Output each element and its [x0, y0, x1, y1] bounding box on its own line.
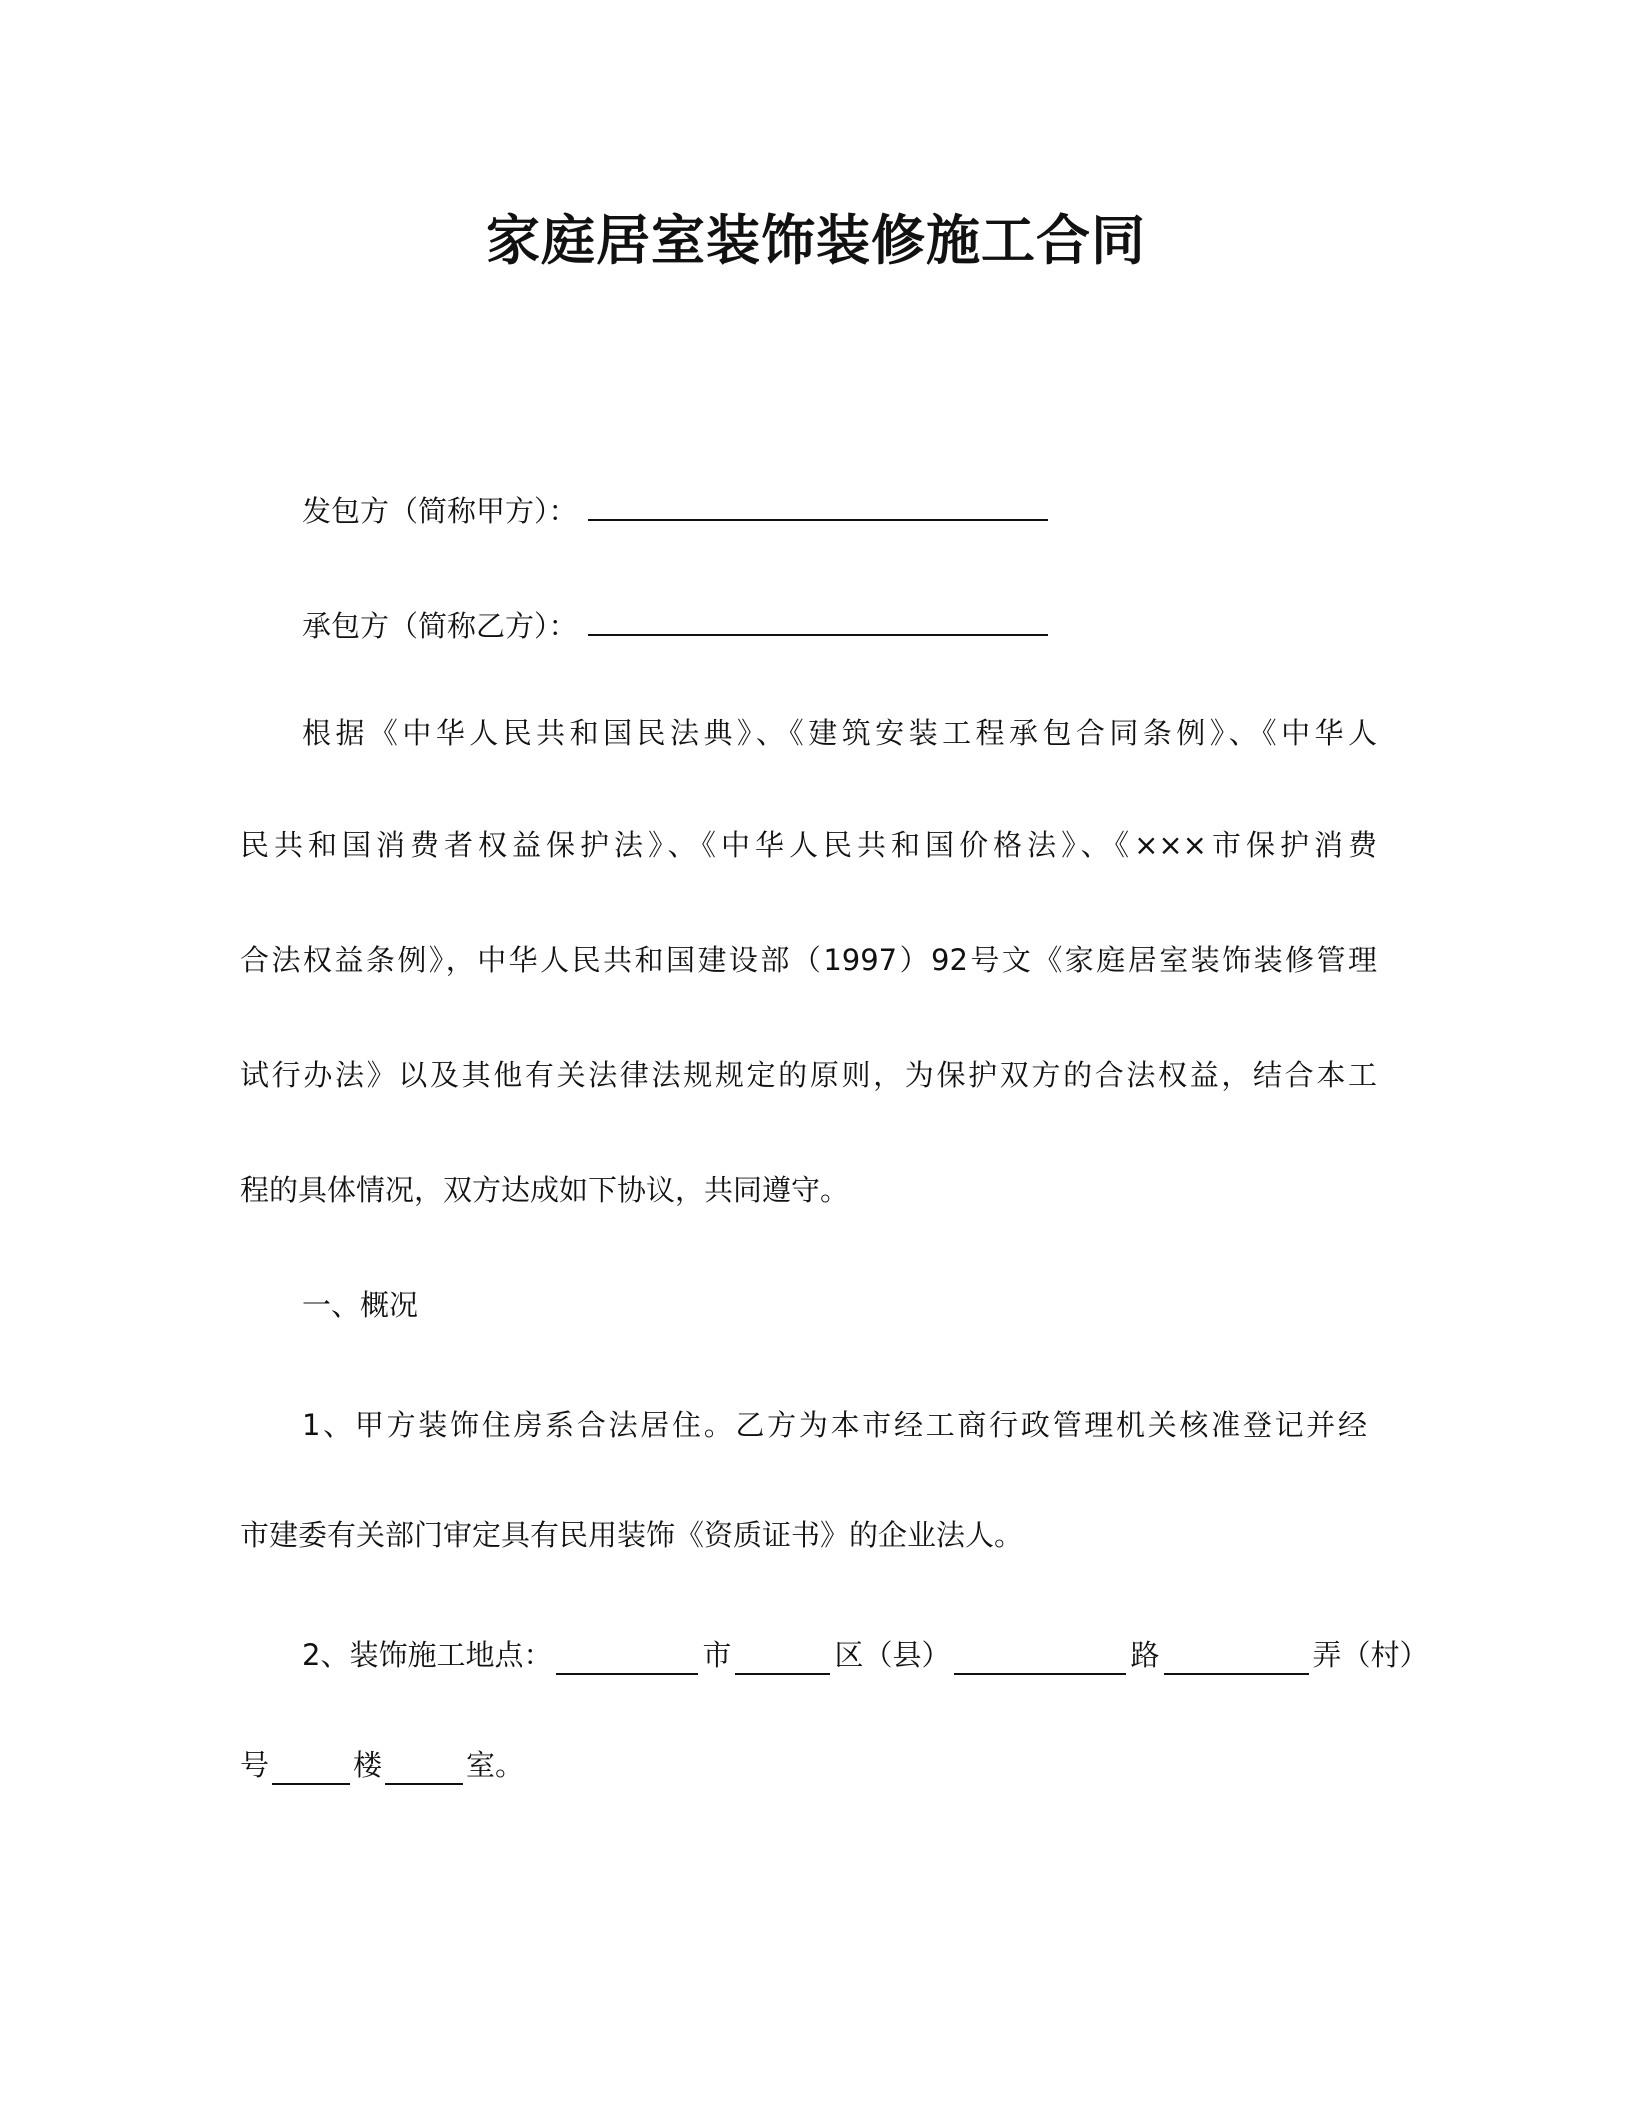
lane-label: 弄（村） — [1312, 1638, 1429, 1672]
section-heading: 一、概况 — [302, 1288, 419, 1322]
item1-line: 市建委有关部门审定具有民用装饰《资质证书》的企业法人。 — [240, 1518, 1024, 1552]
party-a-blank[interactable] — [588, 485, 1048, 521]
party-b-blank[interactable] — [588, 600, 1048, 636]
party-b-row — [302, 600, 1377, 646]
item2-address-row — [302, 1635, 1429, 1675]
item2-label: 2、装饰施工地点： — [302, 1638, 553, 1672]
preamble-line: 试行办法》以及其他有关法律法规规定的原则，为保护双方的合法权益，结合本工 — [240, 1058, 1377, 1092]
item1-line: 1、甲方装饰住房系合法居住。乙方为本市经工商行政管理机关核准登记并经 — [302, 1408, 1367, 1442]
party-a-row — [302, 485, 1377, 531]
party-a-label: 发包方（简称甲方）： — [302, 494, 578, 528]
preamble-line: 合法权益条例》，中华人民共和国建设部（1997）92号文《家庭居室装饰装修管理 — [240, 943, 1377, 977]
lane-blank[interactable] — [1164, 1639, 1309, 1675]
page-title: 家庭居室装饰装修施工合同 — [486, 209, 1146, 272]
district-blank[interactable] — [735, 1639, 830, 1675]
preamble-line: 根据《中华人民共和国民法典》、《建筑安装工程承包合同条例》、《中华人 — [302, 716, 1377, 750]
building-blank[interactable] — [385, 1749, 463, 1785]
item2-room-row — [240, 1745, 1377, 1785]
number-label: 号 — [240, 1748, 270, 1782]
building-label: 楼 — [353, 1748, 383, 1782]
preamble-line: 程的具体情况，双方达成如下协议，共同遵守。 — [240, 1173, 850, 1207]
city-blank[interactable] — [556, 1639, 698, 1675]
road-label: 路 — [1130, 1638, 1160, 1672]
party-b-label: 承包方（简称乙方）： — [302, 609, 578, 643]
room-label: 室。 — [466, 1748, 525, 1782]
district-label: 区（县） — [834, 1638, 951, 1672]
number-blank[interactable] — [272, 1749, 350, 1785]
preamble-line: 民共和国消费者权益保护法》、《中华人民共和国价格法》、《×××市保护消费 — [240, 828, 1377, 862]
city-label: 市 — [702, 1638, 732, 1672]
road-blank[interactable] — [954, 1639, 1126, 1675]
